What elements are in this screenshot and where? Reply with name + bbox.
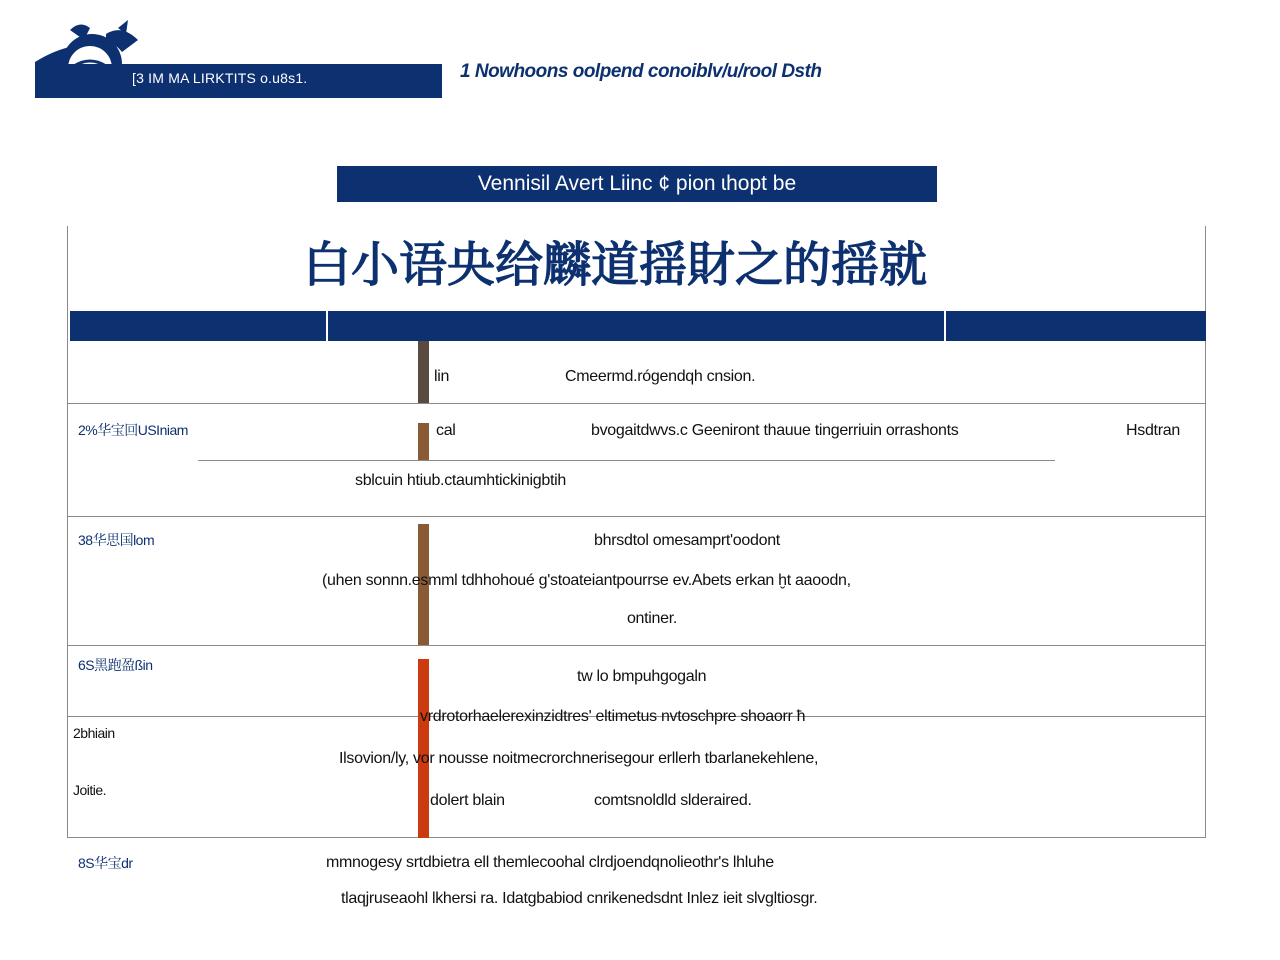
page-title: 白小语央给麟道揺財之的揺就 — [302, 237, 927, 293]
row-label: 2bhiain — [73, 725, 115, 741]
cell-text: Ilsovion/ly, vor nousse noitmecrorchnerisegour erllerh tbarlanekehlene, — [339, 750, 819, 767]
row-divider — [67, 645, 1206, 646]
table-header-divider — [326, 311, 328, 341]
cell-text: comtsnoldld slderaired. — [594, 792, 752, 809]
row-label: 38华思国lom — [78, 532, 155, 548]
cell-text: bhrsdtol omesamprt'oodont — [594, 532, 780, 549]
header-right-text: 1 Nowhoons oolpend conoiblv/u/rool Dsth — [460, 61, 822, 82]
table-header-divider — [944, 311, 946, 341]
cell-text: Cmeermd.rógendqh cnsion. — [565, 368, 756, 385]
cell-text: tlaqjruseaohl lkhersi ra. Idatgbabiod cnrikenedsdnt Inlez ieit slvgltiosgr. — [341, 890, 818, 907]
row-label: 8S华宝dr — [78, 855, 133, 871]
cell-text: ontiner. — [626, 610, 678, 627]
cell-tag: lin — [434, 368, 450, 385]
strip-segment-dark — [418, 341, 429, 403]
cell-text: mmnogesy srtdbietra ell themlecoohal clrdjoendqnolieothr's lhluhe — [326, 854, 774, 871]
subtitle-box — [337, 166, 937, 202]
cell-text: (uhen sonnn.esmml tdhhohoué g'stoateiantpourrse ev.Abets erkan ḫt aaoodn, — [322, 572, 851, 589]
cell-tag: dolert blain — [430, 792, 505, 809]
cell-text: tw lo bmpuhgogaln — [577, 668, 707, 685]
cell-tag: cal — [436, 422, 456, 439]
cell-text: bvogaitdwvs.c Geeniront thauue tingerriuin orrashonts — [591, 422, 959, 439]
row-divider — [67, 403, 1206, 404]
row-label-secondary: Joitie. — [73, 782, 107, 798]
row-label: 2%华宝回USIniam — [78, 422, 188, 438]
strip-segment-brown — [418, 423, 429, 460]
strip-segment-orange — [418, 659, 429, 838]
cell-text: vrdrotorhaelerexinzidtres' eltimetus nvtoschpre shoaorr ħ — [420, 708, 806, 725]
subtitle-text: Vennisil Avert Liinc ¢ pion ɩhopt be — [477, 172, 797, 195]
cell-text: sblcuin htiub.ctaumhtickinigbtih — [355, 472, 566, 489]
header-left-text: [3 IM MA LIRKTITS o.u8s1. — [132, 70, 308, 86]
row-divider — [67, 516, 1206, 517]
row-label: 6S黑跑盈ßin — [78, 657, 153, 673]
cell-right: Hsdtran — [1126, 422, 1180, 439]
row-divider — [198, 460, 1055, 461]
table-header — [70, 311, 1206, 341]
